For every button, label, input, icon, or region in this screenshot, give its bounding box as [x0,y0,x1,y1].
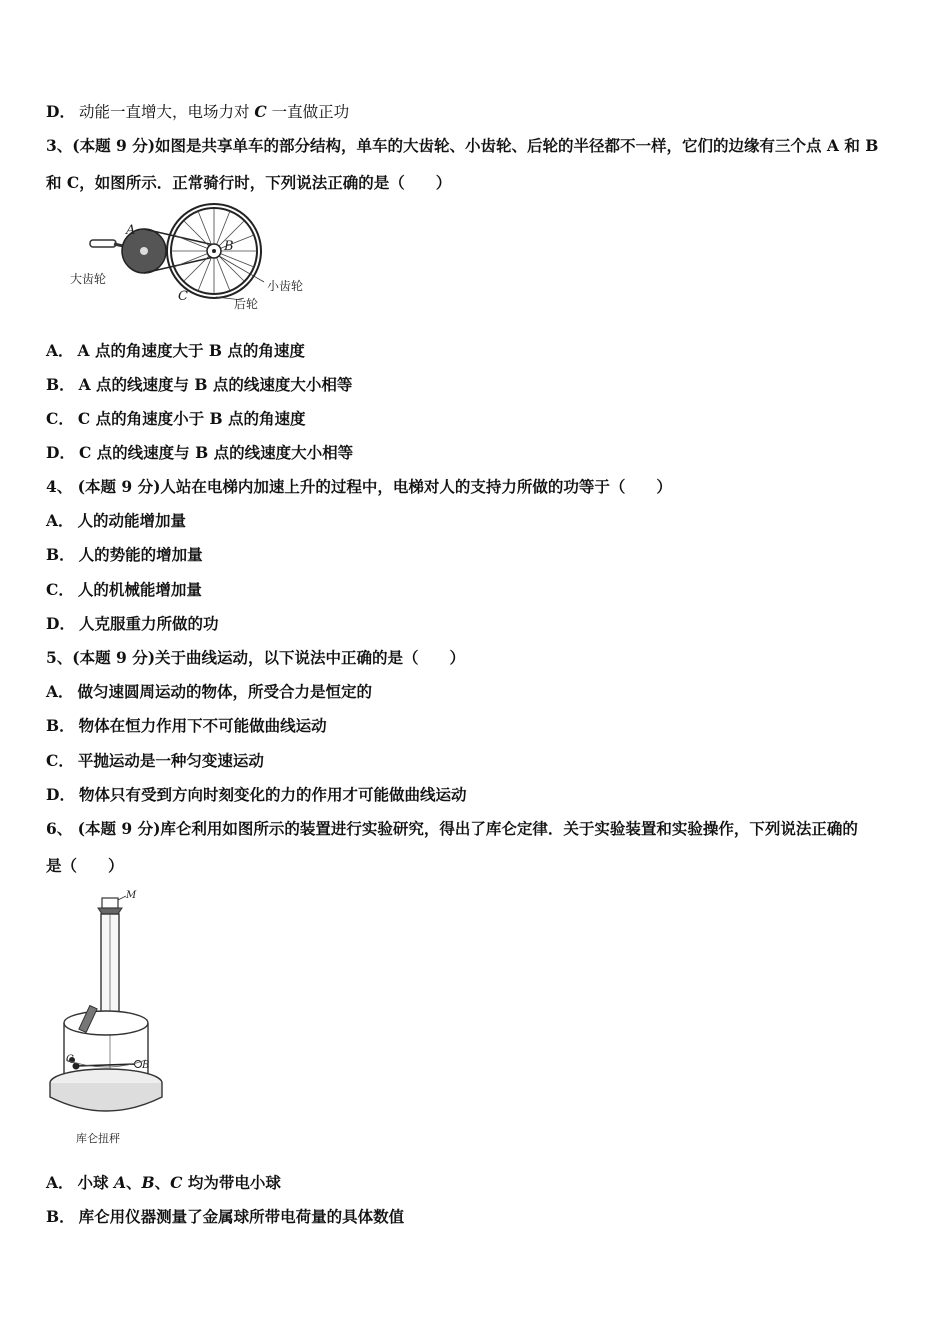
option-label: B． [46,375,75,394]
option-text: 物体只有受到方向时刻变化的力的作用才可能做曲线运动 [78,785,467,804]
q3-stem-line1: 3、(本题 9 分)如图是共享单车的部分结构，单车的大齿轮、小齿轮、后轮的半径都不一样，它们的边缘有三个点 A 和 B [46,136,879,155]
option-text: 人的机械能增加量 [77,580,202,599]
cylinder-top [64,1011,148,1035]
q5-option-d [46,784,910,806]
label-m: M [126,890,137,901]
caption-small-gear: 小齿轮 [267,279,304,293]
option-text: 库仑用仪器测量了金属球所带电荷量的具体数值 [78,1207,405,1226]
option-italic: C [170,1173,183,1192]
option-label: D． [46,785,75,804]
option-text: 一直做正功 [266,103,350,121]
option-label: A． [46,1173,74,1192]
label-c: C [66,1054,74,1065]
q5-stem: 5、(本题 9 分)关于曲线运动，以下说法中正确的是（ ） [46,648,466,667]
label-b: B [224,239,234,254]
caption-rear-wheel: 后轮 [234,297,259,311]
option-text: 平抛运动是一种匀变速运动 [77,751,264,770]
torsion-head-icon [102,898,118,908]
q4-option-b [46,544,910,566]
big-gear-hub [140,247,148,255]
caption-torsion-balance: 库仑扭秤 [76,1132,120,1145]
option-sep: 、 [154,1173,171,1192]
q5-option-c [46,750,910,772]
option-label: C． [46,751,74,770]
q3-option-d [46,442,910,464]
option-text: A 点的角速度大于 B 点的角速度 [77,341,305,360]
q3-option-b [46,374,910,396]
option-italic: C [254,102,267,121]
option-label: D． [46,443,75,462]
label-c: C [178,289,188,304]
option-italic: A [113,1173,126,1192]
label-a: A [126,223,136,238]
q4-stem: 4、 (本题 9 分)人站在电梯内加速上升的过程中，电梯对人的支持力所做的功等于（ ） [46,477,672,496]
option-text: A 点的线速度与 B 点的线速度大小相等 [78,375,353,394]
option-text: 人克服重力所做的功 [78,614,219,633]
option-label: A． [46,682,74,701]
q4-option-d [46,613,910,635]
q4-option-a [46,510,910,532]
option-label: C． [46,409,74,428]
option-text: 人的势能的增加量 [78,545,203,564]
q5-option-b [46,715,910,737]
bicycle-gear-figure [64,200,324,318]
option-label: B． [46,716,75,735]
coulomb-torsion-balance-figure [46,890,176,1150]
option-text: 小球 [77,1173,114,1192]
pedal-icon [90,240,116,247]
q4-option-c [46,579,910,601]
q6-stem-line1: 6、 (本题 9 分)库仑利用如图所示的装置进行实验研究，得出了库仑定律．关于实验装置和实验操作，下列说法正确的 [46,819,858,838]
option-text: C 点的线速度与 B 点的线速度大小相等 [78,443,354,462]
small-gear-hub [212,249,216,253]
option-label: D． [46,102,75,121]
base-side [50,1083,162,1111]
option-text: 人的动能增加量 [77,511,187,530]
q6-option-a [46,1172,910,1194]
option-text: 做匀速圆周运动的物体，所受合力是恒定的 [77,682,373,701]
option-sep: 、 [125,1173,142,1192]
option-italic: B [141,1173,155,1192]
q3-option-a [46,340,910,362]
option-text: 动能一直增大，电场力对 [78,103,255,121]
caption-big-gear: 大齿轮 [70,272,107,286]
option-text: C 点的角速度小于 B 点的角速度 [77,409,306,428]
q6-option-b [46,1206,910,1228]
option-text: 物体在恒力作用下不可能做曲线运动 [78,716,327,735]
q3-stem-line2: 和 C，如图所示．正常骑行时，下列说法正确的是（ ） [46,173,452,192]
option-label: D． [46,614,75,633]
option-text: 均为带电小球 [182,1173,281,1192]
option-label: B． [46,545,75,564]
option-label: A． [46,341,74,360]
q6-stem-line2: 是（ ） [46,856,124,875]
option-label: B． [46,1207,75,1226]
q2-option-d [46,101,910,123]
torsion-head-base [98,908,122,914]
m-pointer [118,896,126,900]
q3-option-c [46,408,910,430]
option-label: C． [46,580,74,599]
option-label: A． [46,511,74,530]
label-b: B [142,1060,150,1071]
q5-option-a [46,681,910,703]
